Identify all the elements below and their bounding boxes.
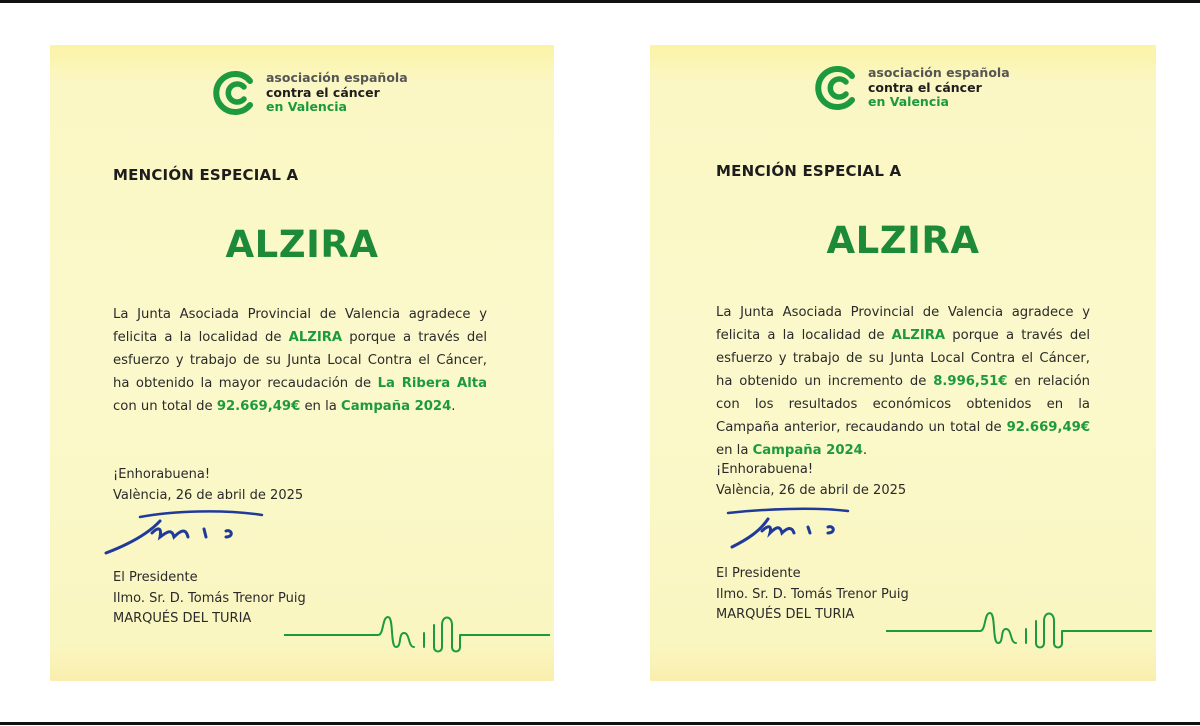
signature-image (102, 507, 277, 557)
highlight-increase: 8.996,51€ (933, 374, 1008, 389)
certificate-right (650, 45, 1156, 681)
body-text-5: . (451, 399, 456, 414)
heartbeat-line-graphic (284, 611, 550, 661)
highlight-locality: ALZIRA (288, 330, 343, 345)
honoree-name: ALZIRA (826, 219, 980, 262)
logo-line-3: en Valencia (868, 94, 949, 110)
signer-block (716, 564, 909, 626)
highlight-total: 92.669,49€ (1006, 420, 1090, 435)
aecc-logo-icon (212, 69, 260, 117)
highlight-campaign: Campaña 2024 (752, 443, 863, 458)
highlight-region: La Ribera Alta (377, 376, 487, 391)
body-text-5: . (862, 443, 868, 458)
body-text-1: La Junta Asociada Provincial de Valencia agradece y felicita a la localidad de (113, 307, 487, 345)
logo-line-1: asociación española (266, 70, 408, 86)
logo-text (868, 66, 1010, 110)
body-text-4: en la (716, 443, 753, 458)
bottom-border (0, 722, 1200, 725)
aecc-logo (212, 69, 408, 117)
body-text-4: en la (300, 399, 342, 414)
congrats-text: ¡Enhorabuena! (113, 467, 211, 482)
highlight-locality: ALZIRA (891, 328, 946, 343)
congrats-text: ¡Enhorabuena! (716, 462, 814, 477)
top-border (0, 0, 1200, 3)
certificate-body (113, 303, 487, 418)
date-text: València, 26 de abril de 2025 (113, 488, 304, 503)
body-text-3: en relación con los resultados económicos obtenidos en la Campaña anterior, recaudando un total de (716, 374, 1091, 435)
logo-line-1: asociación española (868, 65, 1010, 81)
mention-heading: MENCIÓN ESPECIAL A (716, 162, 902, 180)
closing (716, 459, 906, 501)
logo-line-3: en Valencia (266, 99, 347, 115)
closing (113, 464, 303, 506)
role-text: El Presidente (113, 570, 198, 585)
noble-title: MARQUÉS DEL TURIA (716, 607, 855, 622)
signature-image (724, 501, 854, 553)
aecc-logo (814, 64, 1010, 112)
highlight-campaign: Campaña 2024 (341, 399, 452, 414)
heartbeat-line-graphic (886, 607, 1152, 657)
certificate-body (716, 301, 1090, 462)
honoree-name: ALZIRA (225, 223, 379, 266)
signer-name: Ilmo. Sr. D. Tomás Trenor Puig (716, 586, 909, 602)
logo-line-2: contra el cáncer (868, 79, 982, 95)
mention-heading: MENCIÓN ESPECIAL A (113, 166, 299, 184)
signer-block (113, 568, 306, 630)
role-text: El Presidente (716, 566, 801, 581)
signer-name: Ilmo. Sr. D. Tomás Trenor Puig (113, 590, 306, 606)
date-text: València, 26 de abril de 2025 (716, 483, 907, 498)
logo-line-2: contra el cáncer (266, 84, 380, 100)
body-text-2: porque a través del esfuerzo y trabajo de su Junta Local Contra el Cáncer, ha obtenido un incremento de (716, 328, 1090, 389)
logo-text (266, 71, 408, 115)
body-text-2: porque a través del esfuerzo y trabajo de su Junta Local Contra el Cáncer, ha obtenido la mayor recaudación de (113, 330, 487, 391)
highlight-total: 92.669,49€ (216, 399, 301, 414)
aecc-logo-icon (814, 64, 862, 112)
certificate-left (50, 45, 554, 681)
noble-title: MARQUÉS DEL TURIA (113, 611, 252, 626)
body-text-3: con un total de (113, 399, 217, 414)
body-text-1: La Junta Asociada Provincial de Valencia agradece y felicita a la localidad de (716, 305, 1090, 343)
